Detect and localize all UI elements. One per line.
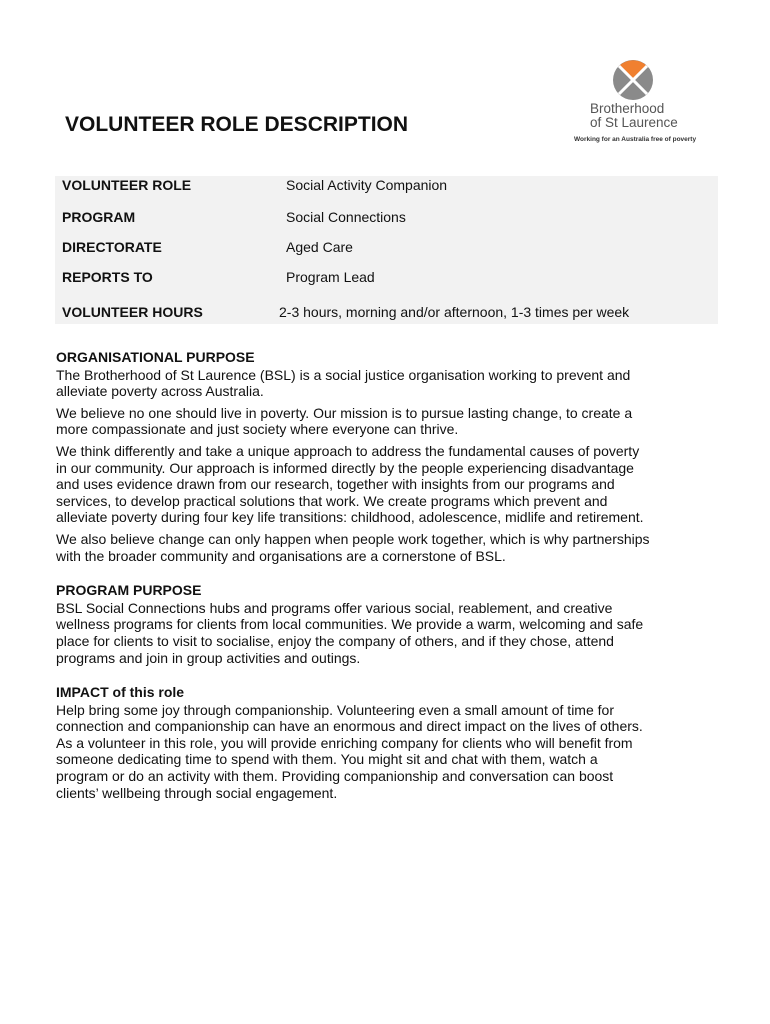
paragraph: [56, 600, 726, 666]
logo-emblem-icon: [568, 58, 698, 104]
row-value: 2-3 hours, morning and/or afternoon, 1-3 times per week: [279, 304, 630, 320]
text-line: in our community. Our approach is informed directly by the people experiencing disadvantage: [56, 459, 634, 476]
text-line: and uses evidence drawn from our research, together with insights from our programs and: [56, 476, 615, 493]
text-line: someone dedicating time to spend with them. You might sit and chat with them, watch a: [56, 751, 598, 768]
text-line: alleviate poverty across Australia.: [56, 383, 264, 400]
text-line: services, to develop practical solutions that work. We create programs which prevent and: [56, 492, 608, 509]
text-line: The Brotherhood of St Laurence (BSL) is a social justice organisation working to prevent and: [56, 366, 631, 383]
text-line: alleviate poverty during four key life transitions: childhood, adolescence, midlife and retirement.: [56, 509, 644, 526]
text-line: program or do an activity with them. Providing companionship and conversation can boost: [56, 768, 614, 785]
paragraph: [56, 405, 726, 438]
text-line: BSL Social Connections hubs and programs offer various social, reablement, and creative: [56, 599, 613, 616]
text-line: more compassionate and just society where everyone can thrive.: [56, 421, 459, 438]
logo-tagline: Working for an Australia free of poverty: [574, 136, 697, 143]
text-line: We believe no one should live in poverty. Our mission is to pursue lasting change, to create a: [56, 404, 633, 421]
text-line: wellness programs for clients from local communities. We provide a warm, welcoming and safe: [56, 616, 644, 633]
text-line: place for clients to visit to socialise, enjoy the company of others, and if they chose, attend: [56, 632, 614, 649]
text-line: with the broader community and organisations are a cornerstone of BSL.: [56, 547, 506, 564]
paragraph: [56, 367, 726, 400]
row-value: Social Connections: [286, 209, 406, 225]
section-heading: ORGANISATIONAL PURPOSE: [56, 349, 255, 365]
text-line: Help bring some joy through companionship. Volunteering even a small amount of time for: [56, 701, 614, 718]
paragraph: [56, 702, 726, 802]
text-line: We think differently and take a unique approach to address the fundamental causes of poverty: [56, 442, 640, 459]
paragraph: [56, 531, 726, 564]
brotherhood-logo: [568, 58, 698, 148]
row-label: REPORTS TO: [62, 269, 153, 285]
text-line: We also believe change can only happen when people work together, which is why partnerships: [56, 530, 650, 547]
document-body: [56, 349, 726, 819]
row-label: PROGRAM: [62, 209, 136, 225]
row-label: VOLUNTEER ROLE: [62, 177, 192, 193]
logo-line1: Brotherhood: [590, 101, 665, 116]
row-value: Social Activity Companion: [286, 177, 448, 193]
row-value: Aged Care: [286, 239, 353, 255]
section: [56, 684, 726, 801]
page-title: VOLUNTEER ROLE DESCRIPTION: [65, 113, 409, 136]
logo-line2: of St Laurence: [590, 115, 678, 130]
role-details-table: [55, 176, 718, 324]
section-heading: IMPACT of this role: [56, 684, 185, 701]
row-label: DIRECTORATE: [62, 239, 162, 255]
row-label: VOLUNTEER HOURS: [62, 304, 203, 320]
section: [56, 349, 726, 564]
section: [56, 582, 726, 666]
paragraph: [56, 443, 726, 526]
row-value: Program Lead: [286, 269, 375, 285]
section-heading: PROGRAM PURPOSE: [56, 582, 202, 599]
text-line: programs and join in group activities and outings.: [56, 649, 361, 666]
text-line: connection and companionship can have an enormous and direct impact on the lives of others.: [56, 718, 643, 735]
text-line: As a volunteer in this role, you will provide enriching company for clients who will benefit from: [56, 734, 633, 751]
text-line: clients’ wellbeing through social engagement.: [56, 784, 338, 801]
